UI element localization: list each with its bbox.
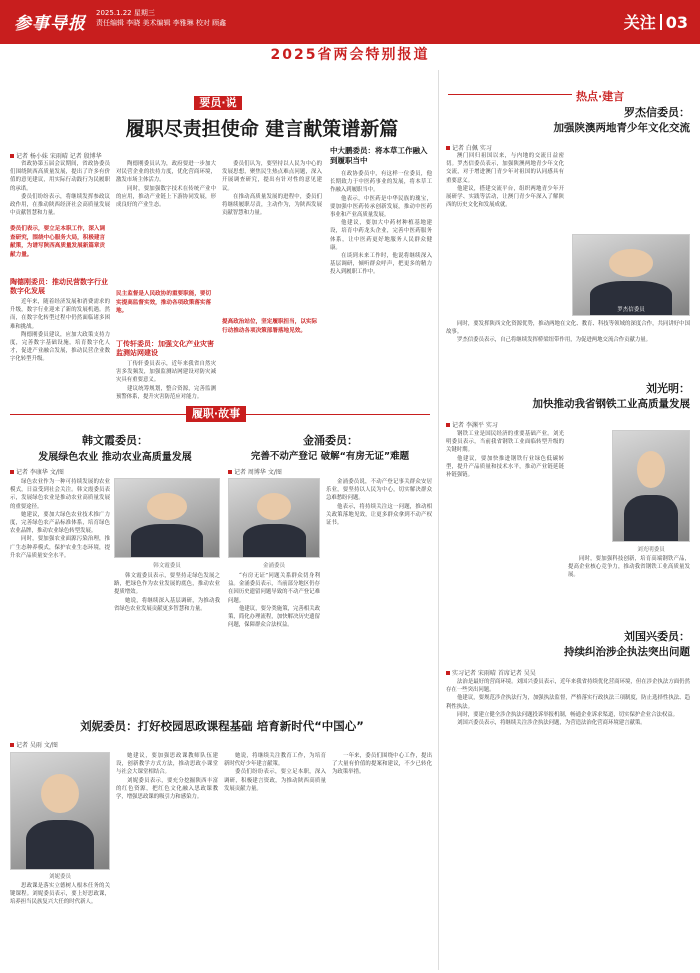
paragraph: 韩文霞委员表示，要坚持走绿色发展之路，把绿色作为农业发展的底色，推动农业提质增效。 xyxy=(114,573,220,596)
paragraph: 罗杰信委员表示，自己将继续发挥桥梁纽带作用，为促进两地交流合作贡献力量。 xyxy=(457,337,652,344)
brand-logo: 参事导报 xyxy=(14,14,86,34)
top-headline: 履职尽责担使命 建言献策谱新篇 xyxy=(125,118,399,140)
top-col3 xyxy=(222,160,322,310)
right-top-col1 xyxy=(446,152,564,317)
top-col2-lower xyxy=(116,360,216,400)
paragraph: 他建议，要规范涉企执法行为，加强执法监督，严格落实行政执法三项制度，防止选择性执法、趋利性执法。 xyxy=(446,695,690,710)
paragraph: 她说，将继续深入基层调研，为推动我省绿色农业发展贡献更多智慧和力量。 xyxy=(114,597,220,612)
right-bottom-byline: 实习记者 宋雨晴 首席记者 吴吴 xyxy=(446,668,536,677)
right-top-title-2: 加强陕澳两地青少年文化交流 xyxy=(553,122,690,134)
story2-col2 xyxy=(326,478,432,696)
story1-title-2: 发展绿色农业 推动农业高质量发展 xyxy=(38,452,192,463)
paragraph: 建议统筹规划，整合资源，完善监测预警体系，提升灾害防范应对能力。 xyxy=(116,385,216,400)
top-col4 xyxy=(330,170,432,395)
paragraph: 委员们纷纷表示，将继续发挥参政议政作用，在推动陕西经济社会高质量发展中贡献智慧和力量。 xyxy=(10,193,110,217)
paragraph: 他建议，要分类施策，完善相关政策，简化办理流程，加快解决历史遗留问题，保障群众合法权益。 xyxy=(228,605,320,629)
date-line: 2025.1.22 星期三 xyxy=(96,9,155,17)
column-divider xyxy=(438,70,439,970)
paragraph: 同时，要加强农业面源污染治理，推广生态种养模式，保护农业生态环境，提升农产品质量安全水平。 xyxy=(10,536,110,559)
luo-jiexin-photo xyxy=(572,234,690,316)
paragraph: 陶德刚委员认为，政府要进一步加大对民营企业的扶持力度，优化营商环境，激发市场主体活力。 xyxy=(116,161,216,184)
top-col1-lower xyxy=(10,298,110,393)
paragraph: 他表示，将持续关注这一问题，推动相关政策落地见效，让更多群众拿到不动产权证书。 xyxy=(326,503,432,527)
right-mid-byline: 记者 李渊平 实习 xyxy=(446,420,498,429)
special-report-banner: 2025省两会特别报道 xyxy=(270,47,430,63)
paragraph: 近年来，随着经济发展和消费需求的升级，数字行业迎来了新的发展机遇。然而，在数字化转型过程中仍然面临诸多困难和挑战。 xyxy=(10,299,110,330)
paragraph: 在政协委员中，有这样一位委员，他长期致力于中医药事业的发展，将本草工作融入到履职当中。 xyxy=(330,171,432,194)
story1-byline: 记者 李康华 文/图 xyxy=(10,467,64,476)
story1-col1 xyxy=(10,478,110,696)
top-section-tag: 要员·说 xyxy=(194,96,242,110)
story3-title: 刘妮委员：打好校园思政课程基础 培育新时代“中国心” xyxy=(80,719,364,733)
right-mid-col1 xyxy=(446,430,564,620)
paragraph: 同时，要建立健全涉企执法问题投诉举报机制，畅通企业诉求渠道，切实保护企业合法权益。 xyxy=(457,711,679,718)
right-mid-col2 xyxy=(568,555,690,625)
top-col4-title: 中大鹏委员：将本草工作融入到履职当中 xyxy=(330,146,428,165)
story3-col2 xyxy=(116,752,218,968)
paragraph: 澳门回归祖国以来，与内地的交流日益密切。罗杰信委员表示，加强陕澳两地青少年文化交流，对于增进澳门青少年对祖国的认同感具有重要意义。 xyxy=(446,153,564,184)
jin-yong-photo xyxy=(228,478,320,558)
page-label xyxy=(624,10,688,33)
paragraph: 同时，要发挥陕西文化资源优势，推动两地在文化、教育、科技等领域的深度合作，共同讲好中国故事。 xyxy=(446,321,690,336)
divider-line xyxy=(448,94,572,95)
right-mid-title-1: 刘光明： xyxy=(646,382,690,395)
right-bottom-title-2: 持续纠治涉企执法突出问题 xyxy=(564,646,690,658)
liu-ni-photo xyxy=(10,752,110,870)
paragraph: 在谈到未来工作时，他说将继续深入基层调研，倾听群众呼声，把更多的精力投入到履职工作中。 xyxy=(330,253,432,276)
page-number: 03 xyxy=(665,13,688,32)
masthead xyxy=(0,0,700,62)
right-bottom-title-1: 刘国兴委员： xyxy=(624,630,690,643)
story2-title-1: 金涌委员： xyxy=(303,434,358,447)
paragraph: 她建议，要加大绿色农业技术推广力度，完善绿色农产品标准体系，培育绿色农业品牌，推动农业绿色转型发展。 xyxy=(10,511,110,535)
top-col1-quote: 委员们表示，要立足本职工作，深入调查研究，围绕中心服务大局，积极建言献策，为谱写陕西高质量发展新篇章贡献力量。 xyxy=(10,226,106,258)
paragraph: 他表示，中医药是中华民族的瑰宝，要加强中医药传承创新发展，推动中医药事业和产业高质量发展。 xyxy=(330,195,432,219)
story3-col4 xyxy=(332,752,432,968)
story1-col2 xyxy=(114,572,220,696)
paragraph: 丁传轩委员表示，近年来我省自然灾害多发频发，加强监测站网建设对防灾减灾具有重要意义。 xyxy=(116,361,216,384)
paragraph: 法治是最好的营商环境。刘国兴委员表示，近年来我省持续优化营商环境，但在涉企执法方面仍然存在一些突出问题。 xyxy=(446,679,690,694)
paragraph: 绿色农业作为一种可持续发展的农业模式，日益受到社会关注。韩文霞委员表示，发展绿色农业是推动农业高质量发展的重要途径。 xyxy=(10,479,110,510)
photo-caption: 罗杰信委员 xyxy=(617,307,645,313)
photo-caption: 韩文霞委员 xyxy=(153,563,181,569)
masthead-meta xyxy=(96,8,226,28)
bottom-section-tag: 履职·故事 xyxy=(186,406,246,422)
paragraph: 同时，要加强科技创新，培育高端钢铁产品，提高企业核心竞争力，推动我省钢铁工业高质量发展。 xyxy=(568,556,690,579)
paragraph: 他建议，要加大中药材种植基地建设，培育中药龙头企业，完善中医药服务体系，让中医药更好地服务人民群众健康。 xyxy=(330,220,432,251)
paragraph: 她说，将继续关注教育工作，为培育新时代好少年建言献策。 xyxy=(224,753,326,768)
right-mid-title-2: 加快推动我省钢铁工业高质量发展 xyxy=(532,398,690,410)
photo-caption: 刘妮委员 xyxy=(48,874,71,880)
top-col2-subhead: 丁传轩委员：加强文化产业灾害监测站网建设 xyxy=(116,340,214,357)
paragraph: 刘妮委员表示，要充分挖掘陕西丰富的红色资源，把红色文化融入思政课教学，增强思政课的吸引力和感染力。 xyxy=(116,777,218,801)
story3-col1 xyxy=(10,882,110,968)
story3-col3 xyxy=(224,752,326,968)
story2-col1 xyxy=(228,572,320,696)
top-col1-subhead: 陶德刚委员：推动民营数字行业数字化发展 xyxy=(10,278,108,295)
photo-caption: 刘光明委员 xyxy=(637,547,665,553)
right-top-byline: 记者 白佩 实习 xyxy=(446,143,492,152)
paragraph: 钢铁工业是国民经济的重要基础产业。刘光明委员表示，当前我省钢铁工业面临转型升级的关键时期。 xyxy=(446,431,564,454)
top-col3-quote: 提高政治站位，坚定履职担当，以实际行动推动各项决策部署落地见效。 xyxy=(222,319,318,334)
paragraph: 陶德刚委员建议，应加大政策支持力度，完善数字基础设施，培育数字化人才，促进产业融合发展，推动民营企业数字化转型升级。 xyxy=(10,331,110,363)
right-bottom-body xyxy=(446,678,690,968)
story2-byline: 记者 周博华 文/图 xyxy=(228,467,282,476)
paragraph: 他建议，搭建交流平台，组织两地青少年开展研学、实践等活动，让澳门青少年深入了解陕西的历史文化和发展成就。 xyxy=(446,185,564,209)
page-separator xyxy=(660,14,662,30)
right-top-lower xyxy=(446,320,690,376)
story1-title-1: 韩文霞委员： xyxy=(82,434,148,447)
paragraph: 他建议，要加快推进钢铁行业绿色低碳转型，提升产品质量和技术水平，推动产业链延链补链强链。 xyxy=(446,455,564,479)
paragraph: 金涌委员说，不动产登记事关群众安居乐业，要坚持以人民为中心，切实解决群众急难愁盼问题。 xyxy=(326,479,432,502)
paragraph: 同时，要加强数字技术在传统产业中的应用，推动产业链上下游协同发展，形成良好的产业生态。 xyxy=(116,185,216,209)
paragraph: “有房无证”问题关系群众切身利益。金涌委员表示，当前部分地区仍存在因历史遗留问题导致的不动产登记难问题。 xyxy=(228,573,320,604)
right-top-title-1: 罗杰信委员： xyxy=(624,106,690,119)
page-title: 关注 xyxy=(623,13,656,32)
paragraph: 一年来，委员们围绕中心工作，提出了大量有价值的提案和建议，不少已转化为政策举措。 xyxy=(332,753,432,776)
paragraph: 刘国兴委员表示，将继续关注涉企执法问题，为营造法治化营商环境建言献策。 xyxy=(457,720,646,727)
paragraph: 委员们认为，要坚持以人民为中心的发展思想，聚焦民生热点难点问题，深入开展调查研究，提出有针对性的意见建议。 xyxy=(222,161,322,192)
han-wenxia-photo xyxy=(114,478,220,558)
paragraph: 省政协第五届会议期间，省政协委员们围绕陕西高质量发展，提出了许多有价值的意见建议，用实际行动践行为民履职的承诺。 xyxy=(10,161,110,192)
top-col2 xyxy=(116,160,216,280)
top-byline: 记者 杨小妹 宋雨晴 记者 殷博华 xyxy=(10,151,102,160)
top-col2-quote: 民主监督是人民政协的重要职能，要切实提高监督实效，推动各项政策落实落地。 xyxy=(116,291,212,315)
paragraph: 思政课是落实立德树人根本任务的关键课程。刘妮委员表示，要上好思政课，培养担当民族复兴大任的时代新人。 xyxy=(10,883,110,906)
editors-line: 责任编辑 李晓 美术编辑 李雅琳 校对 顾鑫 xyxy=(96,19,227,27)
paragraph: 在推动高质量发展的进程中，委员们将继续履职尽责，主动作为，为陕西发展贡献智慧和力量。 xyxy=(222,193,322,217)
paragraph: 她建议，要加强思政课教师队伍建设，创新教学方式方法，推动思政小课堂与社会大课堂相结合。 xyxy=(116,753,218,776)
story3-byline: 记者 吴雨 文/图 xyxy=(10,740,58,749)
paragraph: 委员们纷纷表示，要立足本职，深入调研，积极建言资政，为推动陕西高质量发展贡献力量。 xyxy=(224,769,326,792)
hot-topic-tag: 热点·建言 xyxy=(576,90,625,103)
photo-caption: 金涌委员 xyxy=(262,563,285,569)
story2-title-2: 完善不动产登记 破解“有房无证”难题 xyxy=(250,451,410,462)
liu-guangming-photo xyxy=(612,430,690,542)
